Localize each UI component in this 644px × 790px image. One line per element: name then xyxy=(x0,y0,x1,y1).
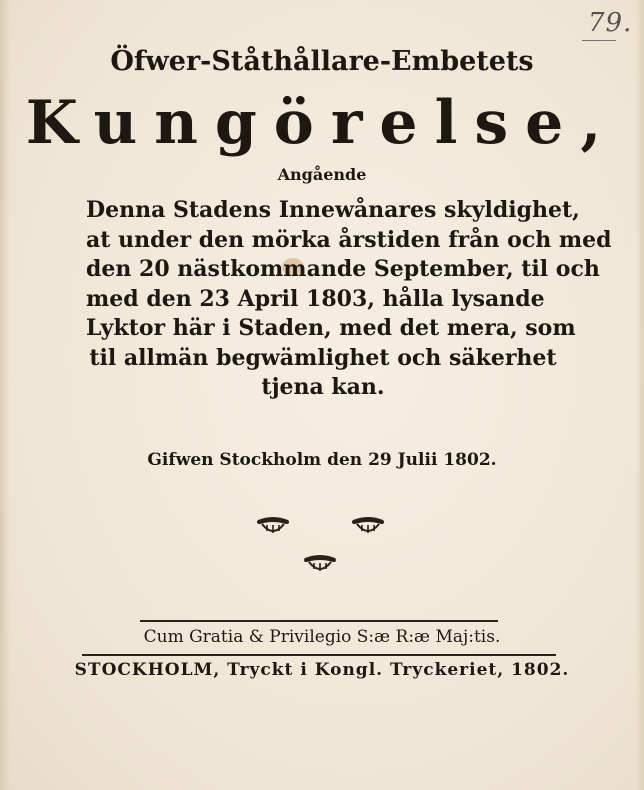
page-number-underline xyxy=(582,40,616,41)
rule-top xyxy=(140,620,498,622)
rule-middle xyxy=(82,654,556,656)
body-line: med den 23 April 1803, hålla lysande xyxy=(86,285,545,312)
body-line: at under den mörka årstiden från och med xyxy=(86,226,612,253)
subheading: Angående xyxy=(277,165,367,184)
ornament-icon xyxy=(255,514,291,538)
heading-office: Öfwer-Ståthållare-Embetets xyxy=(110,46,534,77)
ornament-icon xyxy=(302,552,338,576)
heading-proclamation: Kungörelse, xyxy=(25,88,619,158)
page-number: 79. xyxy=(588,8,633,38)
body-line: Denna Stadens Innewånares skyldighet, xyxy=(86,197,580,223)
imprint-line: STOCKHOLM, Tryckt i Kongl. Tryckeriet, 1802. xyxy=(74,660,570,680)
body-paragraph xyxy=(86,196,612,403)
given-date-line: Gifwen Stockholm den 29 Julii 1802. xyxy=(147,450,497,470)
body-line: Lyktor här i Staden, med det mera, som xyxy=(86,315,576,341)
ornament-icon xyxy=(350,514,386,538)
body-line: til allmän begwämlighet och säkerhet xyxy=(89,344,557,371)
privilege-line: Cum Gratia & Privilegio S:æ R:æ Maj:tis. xyxy=(143,627,501,647)
body-line: tjena kan. xyxy=(261,374,385,400)
body-line: den 20 nästkommande September, til och xyxy=(86,256,600,282)
